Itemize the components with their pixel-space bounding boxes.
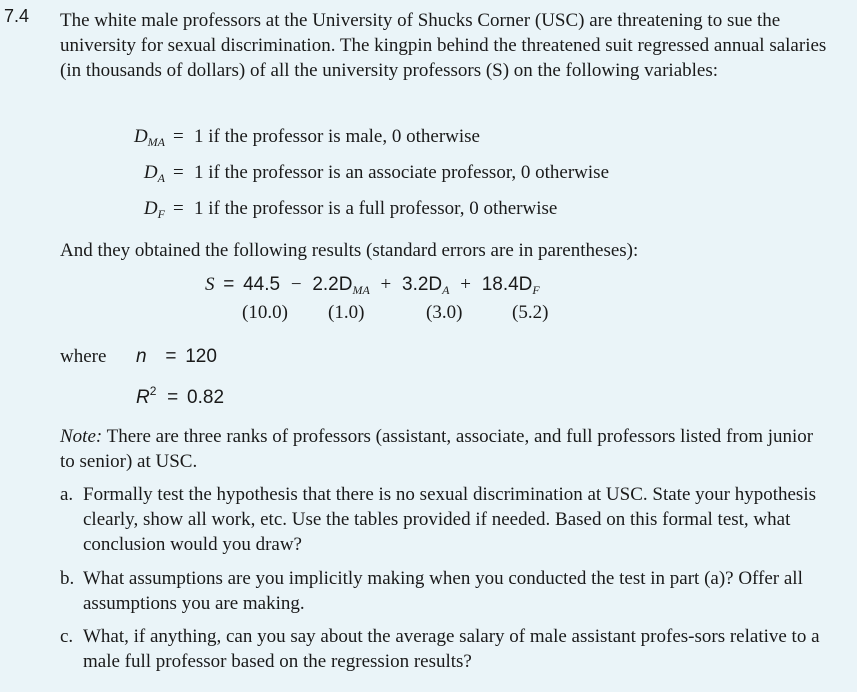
sample-size (136, 344, 217, 370)
definition-equals: = (173, 126, 184, 147)
question-text: What assumptions are you implicitly making when you conducted the test in part (a)? Offer all assumptions you are making. (83, 568, 803, 614)
definition-variable: $D_{MA}$ (133, 126, 165, 149)
standard-error: (10.0) (242, 302, 288, 323)
r2-equals: = (167, 387, 179, 408)
question-text: Formally test the hypothesis that there is no sexual discrimination at USC. State your hypothesis clearly, show all work, etc. Use the tables provided if needed. Based on this formal test, what conclusion would you draw? (83, 484, 816, 555)
definition-variable: $D_F$ (143, 198, 165, 221)
equation-operator: + (380, 274, 392, 295)
r-symbol: R (136, 387, 150, 408)
equation-term: $2.2D_{MA}$ (312, 274, 370, 297)
problem-intro: The white male professors at the University of Shucks Corner (USC) are threatening to sue the university for sexual discrimination. The kingpin behind the threatened suit regressed annual salaries (in thousands of dollars) of all the university professors (S) on the following variables: (60, 10, 827, 81)
n-symbol: n (136, 346, 147, 367)
definition-equals: = (173, 198, 184, 219)
note-label: Note: (60, 426, 103, 447)
regression-equation (205, 272, 540, 303)
equation-operator: − (290, 274, 302, 295)
n-value: 120 (185, 346, 217, 367)
definition-text: 1 if the professor is male, 0 otherwise (194, 126, 480, 147)
equation-operator: + (460, 274, 471, 295)
definition-text: 1 if the professor is a full professor, 0 otherwise (194, 198, 558, 219)
equation-term: $3.2D_A$ (402, 274, 450, 297)
equation-term: $18.4D_F$ (481, 274, 540, 297)
note-text: There are three ranks of professors (assistant, associate, and full professors listed from junior to senior) at USC. (60, 426, 814, 472)
where-label: where (60, 346, 107, 367)
r2-value: 0.82 (187, 387, 225, 408)
definition-text: 1 if the professor is an associate professor, 0 otherwise (194, 162, 610, 183)
question-label: b. (60, 568, 75, 589)
standard-error: (1.0) (328, 302, 365, 323)
definition-row (0, 196, 700, 222)
results-intro: And they obtained the following results (standard errors are in parentheses): (60, 240, 639, 261)
question-item (60, 482, 840, 557)
definition-equals: = (173, 162, 184, 183)
definition-row (0, 160, 700, 186)
definition-row (0, 124, 700, 150)
equation-lhs: S (205, 274, 215, 295)
question-label: c. (60, 626, 74, 647)
question-text: What, if anything, can you say about the average salary of male assistant profes-sors relative to a male full professor based on the regression results? (83, 626, 820, 672)
question-item (60, 566, 840, 616)
r-exponent: 2 (149, 384, 157, 398)
problem-number: 7.4 (4, 6, 30, 26)
standard-error: (3.0) (426, 302, 463, 323)
equation-intercept: 44.5 (243, 274, 281, 295)
r-squared (136, 378, 224, 411)
equation-equals: = (223, 274, 235, 295)
question-label: a. (60, 484, 74, 505)
note (60, 424, 820, 474)
n-equals: = (165, 346, 177, 367)
standard-error: (5.2) (512, 302, 549, 323)
definition-variable: $D_A$ (143, 162, 165, 185)
question-item (60, 624, 840, 674)
